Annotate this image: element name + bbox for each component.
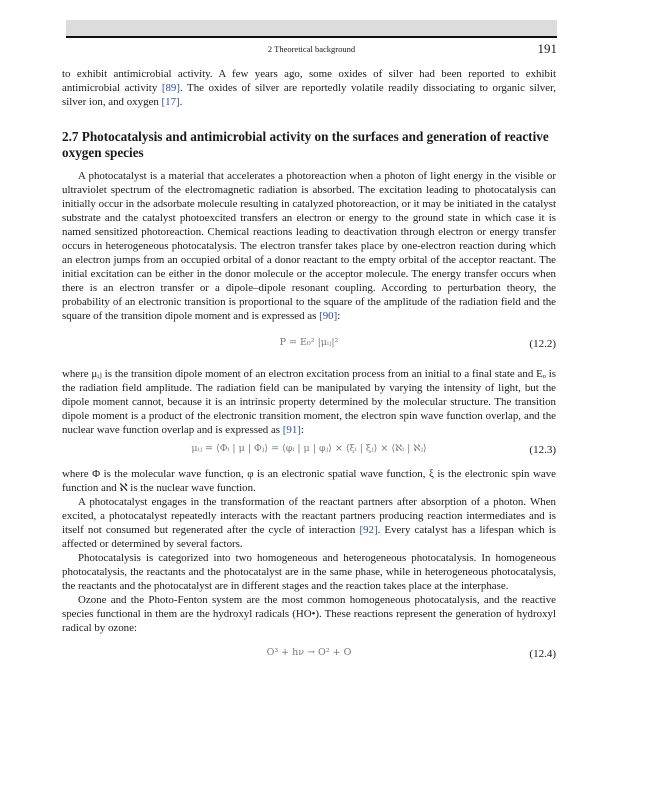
header-band	[66, 20, 557, 36]
equation-expression: P = E₀² |μᵢⱼ|²	[279, 337, 339, 348]
equation-number: (12.3)	[529, 444, 556, 456]
paragraph-reactant-partners: A photocatalyst engages in the transformation of the reactant partners after absorption of a photon. When excited, a photocatalyst repeatedly interacts with the reactant partners producing reaction intermediates and is itself not consumed but regenerated after the cycle of interaction [92]. Every catalyst has a lifespan which is affected or determined by several factors.	[62, 496, 556, 550]
paragraph-categories: Photocatalysis is categorized into two homogeneous and heterogeneous photocatalysis. In homogeneous photocatalysis, the reactants and the photocatalyst are in the same phase, while in heterogeneous photocatalysis, the reactants and the photocatalyst are in different stages and the reaction takes place at the interphase.	[62, 552, 556, 592]
equation-12-2	[62, 333, 556, 355]
paragraph-dipole-moment: where μᵢⱼ is the transition dipole moment of an electron excitation process from an initial to a final state and Eₒ is the radiation field amplitude. The radiation field can be manipulated by varying the intensity of light, but the dipole moment cannot, because it is an intrinsic property determined by the molecular structure. The transition dipole moment is a product of the electronic transition moment, the electron spin wave function overlap, and the nuclear wave function overlap and is expressed as [91]:	[62, 368, 556, 436]
equation-12-4	[62, 643, 556, 665]
paragraph-wave-functions: where Φ is the molecular wave function, φ is an electronic spatial wave function, ξ is the electronic spin wave function and ℵ is the nuclear wave function.	[62, 468, 556, 494]
paragraph-photocatalyst: A photocatalyst is a material that accelerates a photoreaction when a photon of light energy in the visible or ultraviolet spectrum of the electromagnetic radiation is absorbed. The excitation leading to photocatalysis can initially occur in the adsorbate molecule resulting in catalyzed photoreaction, or it may be initiated in the catalyst substrate and the catalyst photoexcited transfers an electron or energy to the ground state in which case it is named sensitized photoreaction. Chemical reactions leading to deactivation through electron or energy transfer occurs in heterogeneous photocatalysis. The electron transfer takes place by one-electron reaction during which an electron jumps from an occupied orbital of a donor reactant to the empty orbital of the acceptor reactant. The initial excitation can be either in the donor molecule or the acceptor molecule. The energy transfer occurs when there is an electron transfer or a dipole–dipole resonant coupling. According to perturbation theory, the probability of an electronic transition is proportional to the square of the amplitude of the radiation field and the square of the transition dipole moment and is expressed as [90]:	[62, 170, 556, 322]
running-header	[66, 41, 557, 57]
page-number: 191	[537, 41, 557, 56]
citation-link[interactable]: [17]	[161, 96, 180, 108]
paragraph-ozone: Ozone and the Photo-Fenton system are the most common homogeneous photocatalysis, and the reactive species functional in them are the hydroxyl radicals (HO•). These reactions represent the generation of hydroxyl radical by ozone:	[62, 594, 556, 634]
citation-link[interactable]: [92]	[359, 524, 378, 536]
citation-link[interactable]: [89]	[161, 82, 180, 94]
running-header-section: 2 Theoretical background	[267, 44, 356, 54]
intro-paragraph: to exhibit antimicrobial activity. A few years ago, some oxides of silver had been reported to exhibit antimicrobial activity [89]. The oxides of silver are reportedly volatile readily dissociating to organic silver, silver ion, and oxygen [17].	[62, 68, 557, 108]
equation-expression: O³ + hν → O² + O	[266, 647, 352, 658]
citation-link[interactable]: [90]	[319, 310, 338, 322]
equation-number: (12.2)	[529, 338, 556, 350]
header-rule	[66, 36, 557, 38]
page-body	[62, 67, 556, 665]
citation-link[interactable]: [91]	[282, 424, 301, 436]
section-heading: 2.7 Photocatalysis and antimicrobial activity on the surfaces and generation of reactive oxygen species	[62, 129, 549, 160]
equation-number: (12.4)	[529, 648, 556, 660]
equation-expression: μᵢⱼ = ⟨Φᵢ | μ | Φⱼ⟩ = ⟨φᵢ | μ | φⱼ⟩ × ⟨ξᵢ | ξⱼ⟩ × ⟨ℵᵢ | ℵⱼ⟩	[191, 443, 427, 454]
equation-12-3	[62, 439, 556, 461]
